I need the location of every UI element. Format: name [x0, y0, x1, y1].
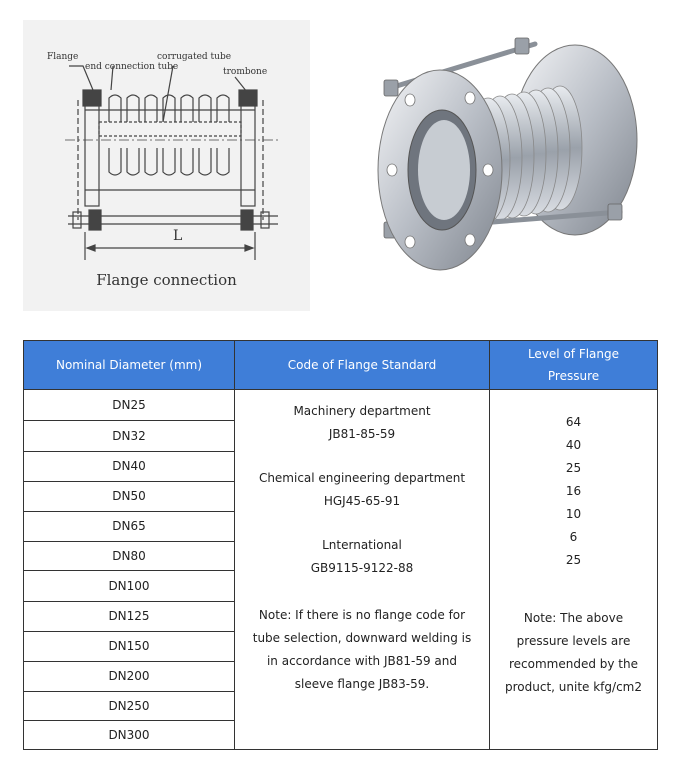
diameter-cell: DN200	[24, 662, 235, 692]
pressure-value: 6	[569, 530, 578, 544]
note-line: recommended by the	[508, 657, 639, 671]
standard-name: Lnternational	[322, 538, 402, 552]
pressure-value: 16	[565, 484, 582, 498]
pressure-value: 25	[565, 461, 582, 475]
pressure-value: 25	[565, 553, 582, 567]
diameter-cell: DN50	[24, 482, 235, 512]
note-line: Note: The above	[523, 611, 624, 625]
diameter-cell: DN25	[24, 390, 235, 421]
standard-block-machinery	[235, 400, 489, 446]
trombone-label: trombone	[223, 67, 268, 77]
diameter-cell: DN100	[24, 571, 235, 602]
flange-standard-cell	[235, 390, 490, 750]
diagram-caption: Flange connection	[96, 271, 237, 289]
diameter-cell: DN250	[24, 692, 235, 721]
standard-name: Chemical engineering department	[258, 471, 466, 485]
note-line: pressure levels are	[516, 634, 631, 648]
standard-code: GB9115-9122-88	[310, 561, 414, 575]
standard-code: HGJ45-65-91	[323, 494, 401, 508]
diameter-cell: DN32	[24, 421, 235, 452]
pressure-level-cell	[490, 390, 658, 750]
standard-name: Machinery department	[293, 404, 431, 418]
diameter-cell: DN125	[24, 602, 235, 632]
diameter-cell: DN300	[24, 721, 235, 750]
standard-code: JB81-85-59	[328, 427, 396, 441]
flange-note	[235, 604, 489, 696]
pressure-value: 10	[565, 507, 582, 521]
length-label: L	[173, 228, 183, 244]
note-line: Note: If there is no flange code for	[258, 608, 466, 622]
pressure-header: Level of Flange Pressure	[490, 341, 658, 390]
note-line: sleeve flange JB83-59.	[294, 677, 430, 691]
corrugated-tube-label: corrugated tube	[157, 52, 232, 62]
diameter-cell: DN65	[24, 512, 235, 542]
flange-connection-diagram	[23, 20, 310, 311]
standard-block-international	[235, 534, 489, 580]
pressure-value: 40	[565, 438, 582, 452]
nominal-diameter-header: Nominal Diameter (mm)	[24, 341, 235, 390]
standard-block-chemical	[235, 467, 489, 513]
table-header-row	[24, 341, 658, 390]
diameter-cell: DN150	[24, 632, 235, 662]
diameter-cell: DN40	[24, 452, 235, 482]
note-line: in accordance with JB81-59 and	[266, 654, 458, 668]
note-line: product, unite kfg/cm2	[505, 680, 642, 694]
flange-spec-table	[23, 340, 658, 750]
pressure-note	[490, 607, 657, 699]
expansion-joint-photo	[370, 30, 660, 290]
pressure-values	[490, 411, 657, 572]
table-row	[24, 390, 658, 421]
pressure-value: 64	[565, 415, 582, 429]
expansion-joint-illustration	[370, 30, 660, 290]
diameter-cell: DN80	[24, 542, 235, 571]
flange-code-header: Code of Flange Standard	[235, 341, 490, 390]
note-line: tube selection, downward welding is	[252, 631, 472, 645]
end-connection-tube-label: end connection tube	[85, 62, 179, 72]
flange-label: Flange	[47, 52, 79, 62]
